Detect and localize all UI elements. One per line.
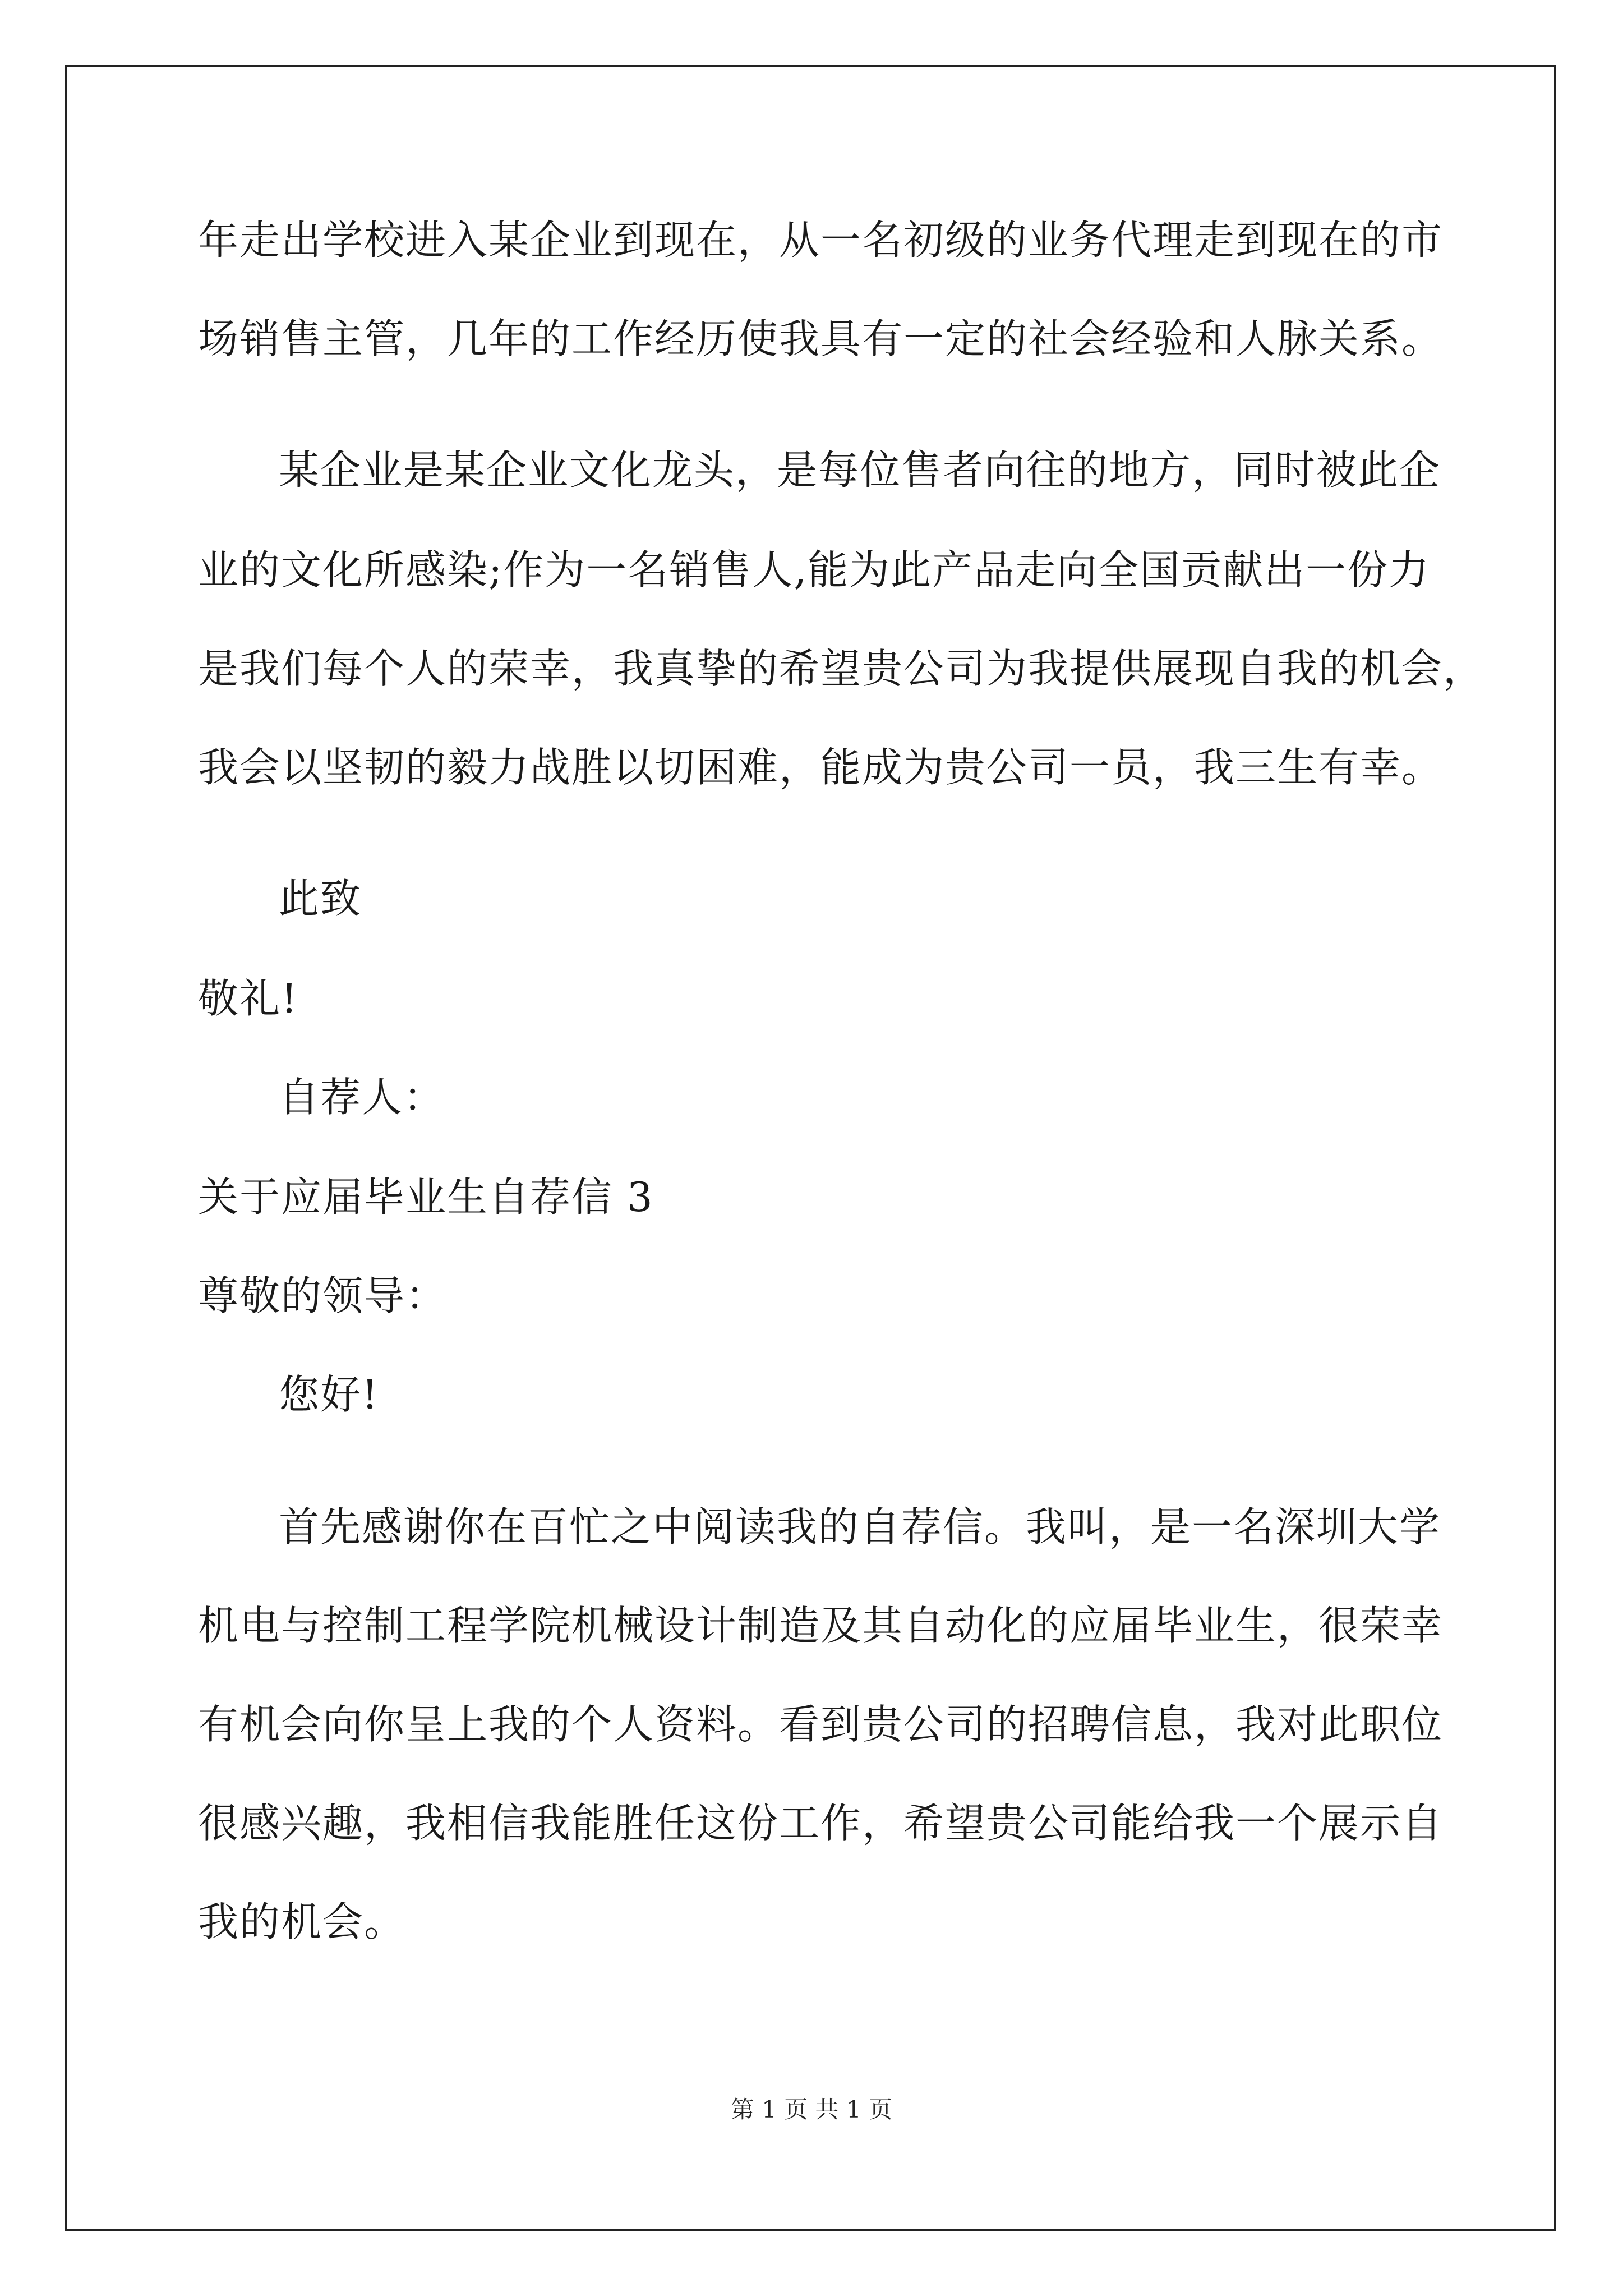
paragraph-line: 业的文化所感染;作为一名销售人,能为此产品走向全国贡献出一份力 bbox=[198, 546, 1431, 593]
page-number-footer: 第 1 页 共 1 页 bbox=[730, 2096, 893, 2123]
signature-label: 自荐人： bbox=[279, 1074, 445, 1121]
section-title: 关于应届毕业生自荐信 3 bbox=[198, 1174, 654, 1221]
paragraph-line: 年走出学校进入某企业到现在，从一名初级的业务代理走到现在的市 bbox=[198, 217, 1444, 264]
paragraph-line: 很感兴趣，我相信我能胜任这份工作，希望贵公司能给我一个展示自 bbox=[198, 1800, 1444, 1847]
paragraph-line: 我的机会。 bbox=[198, 1898, 406, 1945]
closing-salutation: 此致 bbox=[279, 875, 362, 922]
closing-regards: 敬礼! bbox=[198, 975, 298, 1022]
paragraph-line: 某企业是某企业文化龙头，是每位售者向往的地方，同时被此企 bbox=[279, 447, 1441, 494]
paragraph-line: 机电与控制工程学院机械设计制造及其自动化的应届毕业生，很荣幸 bbox=[198, 1602, 1444, 1649]
greeting-hello: 您好! bbox=[279, 1371, 379, 1418]
paragraph-line: 场销售主管，几年的工作经历使我具有一定的社会经验和人脉关系。 bbox=[198, 315, 1444, 362]
paragraph-line: 我会以坚韧的毅力战胜以切困难，能成为贵公司一员，我三生有幸。 bbox=[198, 744, 1444, 791]
paragraph-line: 首先感谢你在百忙之中阅读我的自荐信。我叫，是一名深圳大学 bbox=[279, 1503, 1441, 1550]
greeting: 尊敬的领导： bbox=[198, 1272, 448, 1319]
paragraph-line: 有机会向你呈上我的个人资料。看到贵公司的招聘信息，我对此职位 bbox=[198, 1701, 1444, 1748]
paragraph-line: 是我们每个人的荣幸，我真挚的希望贵公司为我提供展现自我的机会， bbox=[198, 645, 1485, 692]
